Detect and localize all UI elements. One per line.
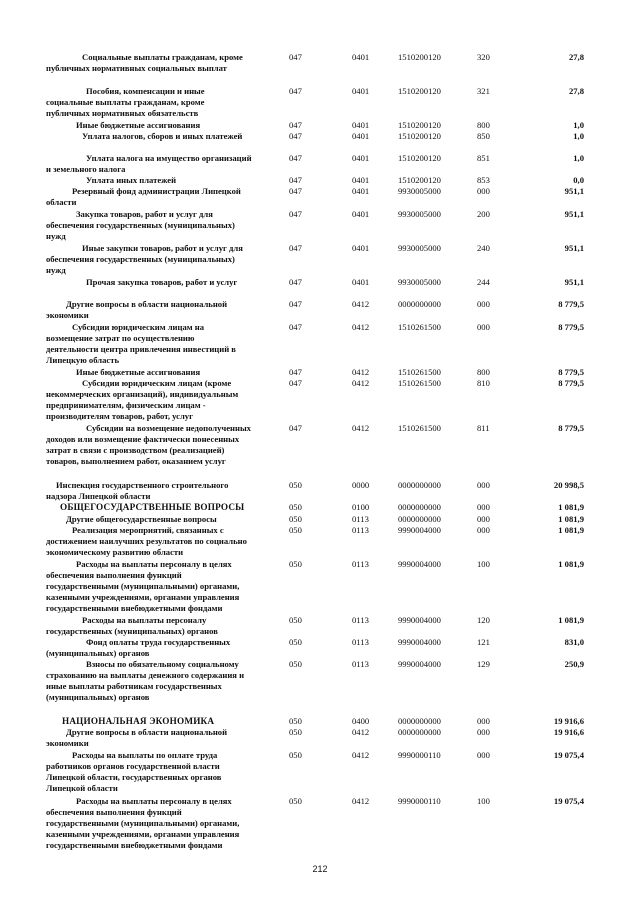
row-name-line: (муниципальных) органов	[46, 648, 150, 658]
row-name	[46, 480, 264, 502]
section-code: 0412	[352, 750, 370, 760]
department-code: 047	[289, 367, 302, 377]
row-name-line: области	[46, 197, 77, 207]
row-name	[46, 423, 264, 467]
row-name-line: Взносы по обязательному социальному	[86, 659, 239, 669]
row-name-line: экономики	[46, 738, 89, 748]
amount: 0,0	[573, 175, 584, 185]
row-name-line: Закупка товаров, работ и услуг для	[76, 209, 213, 219]
row-name-line: Расходы на выплаты персоналу	[82, 615, 207, 625]
row-name	[46, 186, 264, 208]
target-article-code: 1510200120	[398, 120, 441, 130]
row-name-line: социальные выплаты гражданам, кроме	[46, 97, 205, 107]
expense-type-code: 000	[477, 525, 490, 535]
department-code: 050	[289, 615, 302, 625]
row-name-line: Субсидии на возмещение недополученных	[86, 423, 251, 433]
row-name-line: НАЦИОНАЛЬНАЯ ЭКОНОМИКА	[62, 716, 215, 726]
expense-type-code: 800	[477, 367, 490, 377]
section-code: 0401	[352, 243, 370, 253]
section-code: 0113	[352, 559, 369, 569]
section-code: 0401	[352, 86, 370, 96]
row-name-line: Фонд оплаты труда государственных	[86, 637, 231, 647]
amount: 19 916,6	[553, 716, 584, 726]
department-code: 047	[289, 153, 302, 163]
expense-type-code: 100	[477, 559, 490, 569]
target-article-code: 9930005000	[398, 186, 441, 196]
amount: 1 081,9	[558, 525, 584, 535]
row-name	[46, 727, 264, 749]
department-code: 050	[289, 559, 302, 569]
expense-type-code: 120	[477, 615, 490, 625]
row-name	[46, 86, 264, 119]
section-code: 0412	[352, 423, 370, 433]
expense-type-code: 121	[477, 637, 490, 647]
amount: 8 779,5	[558, 299, 584, 309]
department-code: 050	[289, 659, 302, 669]
row-name-line: Резервный фонд администрации Липецкой	[72, 186, 241, 196]
amount: 831,0	[564, 637, 584, 647]
section-code: 0401	[352, 209, 370, 219]
row-name-line: Другие вопросы в области национальной	[66, 299, 228, 309]
section-code: 0113	[352, 514, 369, 524]
amount: 951,1	[564, 243, 584, 253]
department-code: 047	[289, 186, 302, 196]
amount: 1,0	[573, 120, 584, 130]
section-code: 0401	[352, 153, 370, 163]
expense-type-code: 000	[477, 727, 490, 737]
section-code: 0412	[352, 378, 370, 388]
expense-type-code: 800	[477, 120, 490, 130]
row-name	[46, 716, 264, 727]
target-article-code: 1510200120	[398, 175, 441, 185]
row-name-line: обеспечения выполнения функций	[46, 570, 182, 580]
amount: 27,8	[568, 52, 584, 62]
target-article-code: 9990000110	[398, 796, 441, 806]
amount: 951,1	[564, 277, 584, 287]
expense-type-code: 000	[477, 322, 490, 332]
department-code: 050	[289, 637, 302, 647]
row-name-line: обеспечения государственных (муниципальных)	[46, 220, 235, 230]
row-name-line: Иные бюджетные ассигнования	[76, 120, 201, 130]
row-name	[46, 514, 264, 525]
row-name-line: иные выплаты работникам государственных	[46, 681, 222, 691]
section-code: 0113	[352, 525, 369, 535]
target-article-code: 9990004000	[398, 659, 441, 669]
section-code: 0113	[352, 659, 369, 669]
row-name-line: экономики	[46, 310, 89, 320]
amount: 8 779,5	[558, 378, 584, 388]
department-code: 047	[289, 131, 302, 141]
row-name	[46, 659, 264, 703]
row-name	[46, 559, 264, 614]
row-name-line: обеспечения государственных (муниципальных)	[46, 254, 235, 264]
target-article-code: 9990000110	[398, 750, 441, 760]
row-name	[46, 299, 264, 321]
amount: 19 916,6	[553, 727, 584, 737]
row-name-line: Уплата иных платежей	[86, 175, 177, 185]
section-code: 0412	[352, 727, 370, 737]
section-code: 0000	[352, 480, 370, 490]
amount: 1 081,9	[558, 502, 584, 512]
row-name-line: Субсидии юридическим лицам (кроме	[82, 378, 232, 388]
expense-type-code: 000	[477, 480, 490, 490]
section-code: 0113	[352, 637, 369, 647]
amount: 1 081,9	[558, 514, 584, 524]
row-name-line: производителям товаров, работ, услуг	[46, 411, 193, 421]
amount: 1,0	[573, 131, 584, 141]
row-name-line: казенными учреждениями, органами управления	[46, 829, 240, 839]
target-article-code: 0000000000	[398, 727, 441, 737]
department-code: 047	[289, 378, 302, 388]
amount: 951,1	[564, 209, 584, 219]
expense-type-code: 810	[477, 378, 490, 388]
row-name	[46, 367, 264, 378]
row-name	[46, 277, 264, 288]
row-name-line: надзора Липецкой области	[46, 491, 151, 501]
row-name	[46, 796, 264, 851]
row-name-line: обеспечения выполнения функций	[46, 807, 182, 817]
department-code: 047	[289, 52, 302, 62]
amount: 1 081,9	[558, 559, 584, 569]
row-name-line: Субсидии юридическим лицам на	[72, 322, 204, 332]
row-name-line: Инспекция государственного строительного	[56, 480, 229, 490]
department-code: 047	[289, 209, 302, 219]
section-code: 0401	[352, 186, 370, 196]
section-code: 0412	[352, 367, 370, 377]
department-code: 047	[289, 120, 302, 130]
department-code: 050	[289, 716, 302, 726]
expense-type-code: 100	[477, 796, 490, 806]
section-code: 0401	[352, 131, 370, 141]
expense-type-code: 320	[477, 52, 490, 62]
expense-type-code: 240	[477, 243, 490, 253]
target-article-code: 9990004000	[398, 525, 441, 535]
expense-type-code: 321	[477, 86, 490, 96]
department-code: 047	[289, 322, 302, 332]
target-article-code: 9990004000	[398, 559, 441, 569]
department-code: 047	[289, 423, 302, 433]
section-code: 0412	[352, 796, 370, 806]
expense-type-code: 000	[477, 299, 490, 309]
department-code: 050	[289, 525, 302, 535]
target-article-code: 1510200120	[398, 153, 441, 163]
expense-type-code: 000	[477, 502, 490, 512]
row-name-line: товаров, выполнением работ, оказанием услуг	[46, 456, 226, 466]
target-article-code: 1510200120	[398, 52, 441, 62]
amount: 8 779,5	[558, 423, 584, 433]
row-name	[46, 131, 264, 142]
department-code: 047	[289, 243, 302, 253]
amount: 20 998,5	[553, 480, 584, 490]
amount: 951,1	[564, 186, 584, 196]
expense-type-code: 000	[477, 716, 490, 726]
row-name-line: затрат в связи с производством (реализацией)	[46, 445, 225, 455]
target-article-code: 9930005000	[398, 277, 441, 287]
amount: 250,9	[564, 659, 584, 669]
row-name-line: государственными (муниципальными) органами,	[46, 581, 240, 591]
section-code: 0401	[352, 175, 370, 185]
row-name-line: казенными учреждениями, органами управления	[46, 592, 240, 602]
expense-type-code: 129	[477, 659, 490, 669]
amount: 1,0	[573, 153, 584, 163]
row-name	[46, 243, 264, 276]
row-name-line: Уплата налога на имущество организаций	[86, 153, 252, 163]
row-name-line: работников органов государственной власти	[46, 761, 220, 771]
row-name	[46, 120, 264, 131]
row-name	[46, 322, 264, 366]
row-name	[46, 175, 264, 186]
department-code: 047	[289, 299, 302, 309]
row-name-line: деятельности центра привлечения инвестиций в	[46, 344, 236, 354]
row-name-line: достижением наилучших результатов по социально	[46, 536, 247, 546]
section-code: 0412	[352, 322, 370, 332]
row-name-line: Иные закупки товаров, работ и услуг для	[82, 243, 243, 253]
target-article-code: 9990004000	[398, 637, 441, 647]
row-name-line: и земельного налога	[46, 164, 126, 174]
row-name-line: нужд	[46, 231, 66, 241]
department-code: 047	[289, 86, 302, 96]
row-name	[46, 378, 264, 422]
row-name	[46, 209, 264, 242]
department-code: 050	[289, 796, 302, 806]
expense-type-code: 000	[477, 750, 490, 760]
row-name-line: Липецкой области	[46, 783, 118, 793]
department-code: 050	[289, 750, 302, 760]
expense-type-code: 000	[477, 186, 490, 196]
target-article-code: 1510261500	[398, 378, 441, 388]
target-article-code: 0000000000	[398, 716, 441, 726]
expense-type-code: 244	[477, 277, 490, 287]
amount: 27,8	[568, 86, 584, 96]
amount: 1 081,9	[558, 615, 584, 625]
section-code: 0412	[352, 299, 370, 309]
row-name-line: публичных нормативных обязательств	[46, 108, 199, 118]
target-article-code: 0000000000	[398, 502, 441, 512]
section-code: 0401	[352, 52, 370, 62]
target-article-code: 0000000000	[398, 514, 441, 524]
department-code: 050	[289, 480, 302, 490]
row-name-line: Прочая закупка товаров, работ и услуг	[86, 277, 238, 287]
expense-type-code: 850	[477, 131, 490, 141]
row-name-line: государственных (муниципальных) органов	[46, 626, 218, 636]
page-number: 212	[312, 864, 328, 874]
target-article-code: 9930005000	[398, 243, 441, 253]
row-name-line: нужд	[46, 265, 66, 275]
row-name-line: Реализация мероприятий, связанных с	[72, 525, 224, 535]
section-code: 0401	[352, 277, 370, 287]
row-name-line: Пособия, компенсации и иные	[86, 86, 205, 96]
expense-type-code: 000	[477, 514, 490, 524]
expense-type-code: 200	[477, 209, 490, 219]
row-name-line: государственными внебюджетными фондами	[46, 840, 223, 850]
amount: 8 779,5	[558, 367, 584, 377]
row-name	[46, 637, 264, 659]
expense-type-code: 811	[477, 423, 490, 433]
row-name-line: Расходы на выплаты по оплате труда	[72, 750, 218, 760]
row-name-line: предпринимателям, физическим лицам -	[46, 400, 206, 410]
section-code: 0113	[352, 615, 369, 625]
row-name-line: государственными (муниципальными) органами,	[46, 818, 240, 828]
expense-type-code: 853	[477, 175, 490, 185]
department-code: 050	[289, 727, 302, 737]
target-article-code: 1510200120	[398, 86, 441, 96]
row-name	[46, 52, 264, 74]
department-code: 047	[289, 277, 302, 287]
row-name	[46, 615, 264, 637]
department-code: 047	[289, 175, 302, 185]
department-code: 050	[289, 502, 302, 512]
row-name-line: Другие общегосударственные вопросы	[66, 514, 217, 524]
row-name-line: некоммерческих организаций), индивидуальным	[46, 389, 239, 399]
target-article-code: 0000000000	[398, 299, 441, 309]
row-name-line: Расходы на выплаты персоналу в целях	[76, 559, 232, 569]
row-name-line: публичных нормативных социальных выплат	[46, 63, 227, 73]
target-article-code: 1510261500	[398, 423, 441, 433]
target-article-code: 9990004000	[398, 615, 441, 625]
row-name	[46, 525, 264, 558]
amount: 19 075,4	[553, 750, 584, 760]
row-name-line: доходов или возмещение фактически понесенных	[46, 434, 240, 444]
row-name-line: Социальные выплаты гражданам, кроме	[82, 52, 243, 62]
row-name-line: (муниципальных) органов	[46, 692, 150, 702]
row-name-line: Иные бюджетные ассигнования	[76, 367, 201, 377]
row-name	[46, 502, 264, 513]
amount: 8 779,5	[558, 322, 584, 332]
row-name-line: Уплата налогов, сборов и иных платежей	[82, 131, 243, 141]
department-code: 050	[289, 514, 302, 524]
amount: 19 075,4	[553, 796, 584, 806]
row-name	[46, 153, 264, 175]
row-name-line: Липецкую область	[46, 355, 119, 365]
row-name-line: ОБЩЕГОСУДАРСТВЕННЫЕ ВОПРОСЫ	[60, 502, 245, 512]
target-article-code: 0000000000	[398, 480, 441, 490]
row-name-line: страхованию на выплаты денежного содержания и	[46, 670, 245, 680]
row-name-line: экономическому развитию области	[46, 547, 184, 557]
row-name-line: Другие вопросы в области национальной	[66, 727, 228, 737]
section-code: 0401	[352, 120, 370, 130]
target-article-code: 1510261500	[398, 322, 441, 332]
expense-type-code: 851	[477, 153, 490, 163]
target-article-code: 9930005000	[398, 209, 441, 219]
target-article-code: 1510261500	[398, 367, 441, 377]
row-name-line: возмещение затрат по осуществлению	[46, 333, 195, 343]
section-code: 0400	[352, 716, 370, 726]
row-name-line: государственными внебюджетными фондами	[46, 603, 223, 613]
target-article-code: 1510200120	[398, 131, 441, 141]
row-name-line: Липецкой области, государственных органов	[46, 772, 222, 782]
row-name	[46, 750, 264, 794]
section-code: 0100	[352, 502, 370, 512]
row-name-line: Расходы на выплаты персоналу в целях	[76, 796, 232, 806]
